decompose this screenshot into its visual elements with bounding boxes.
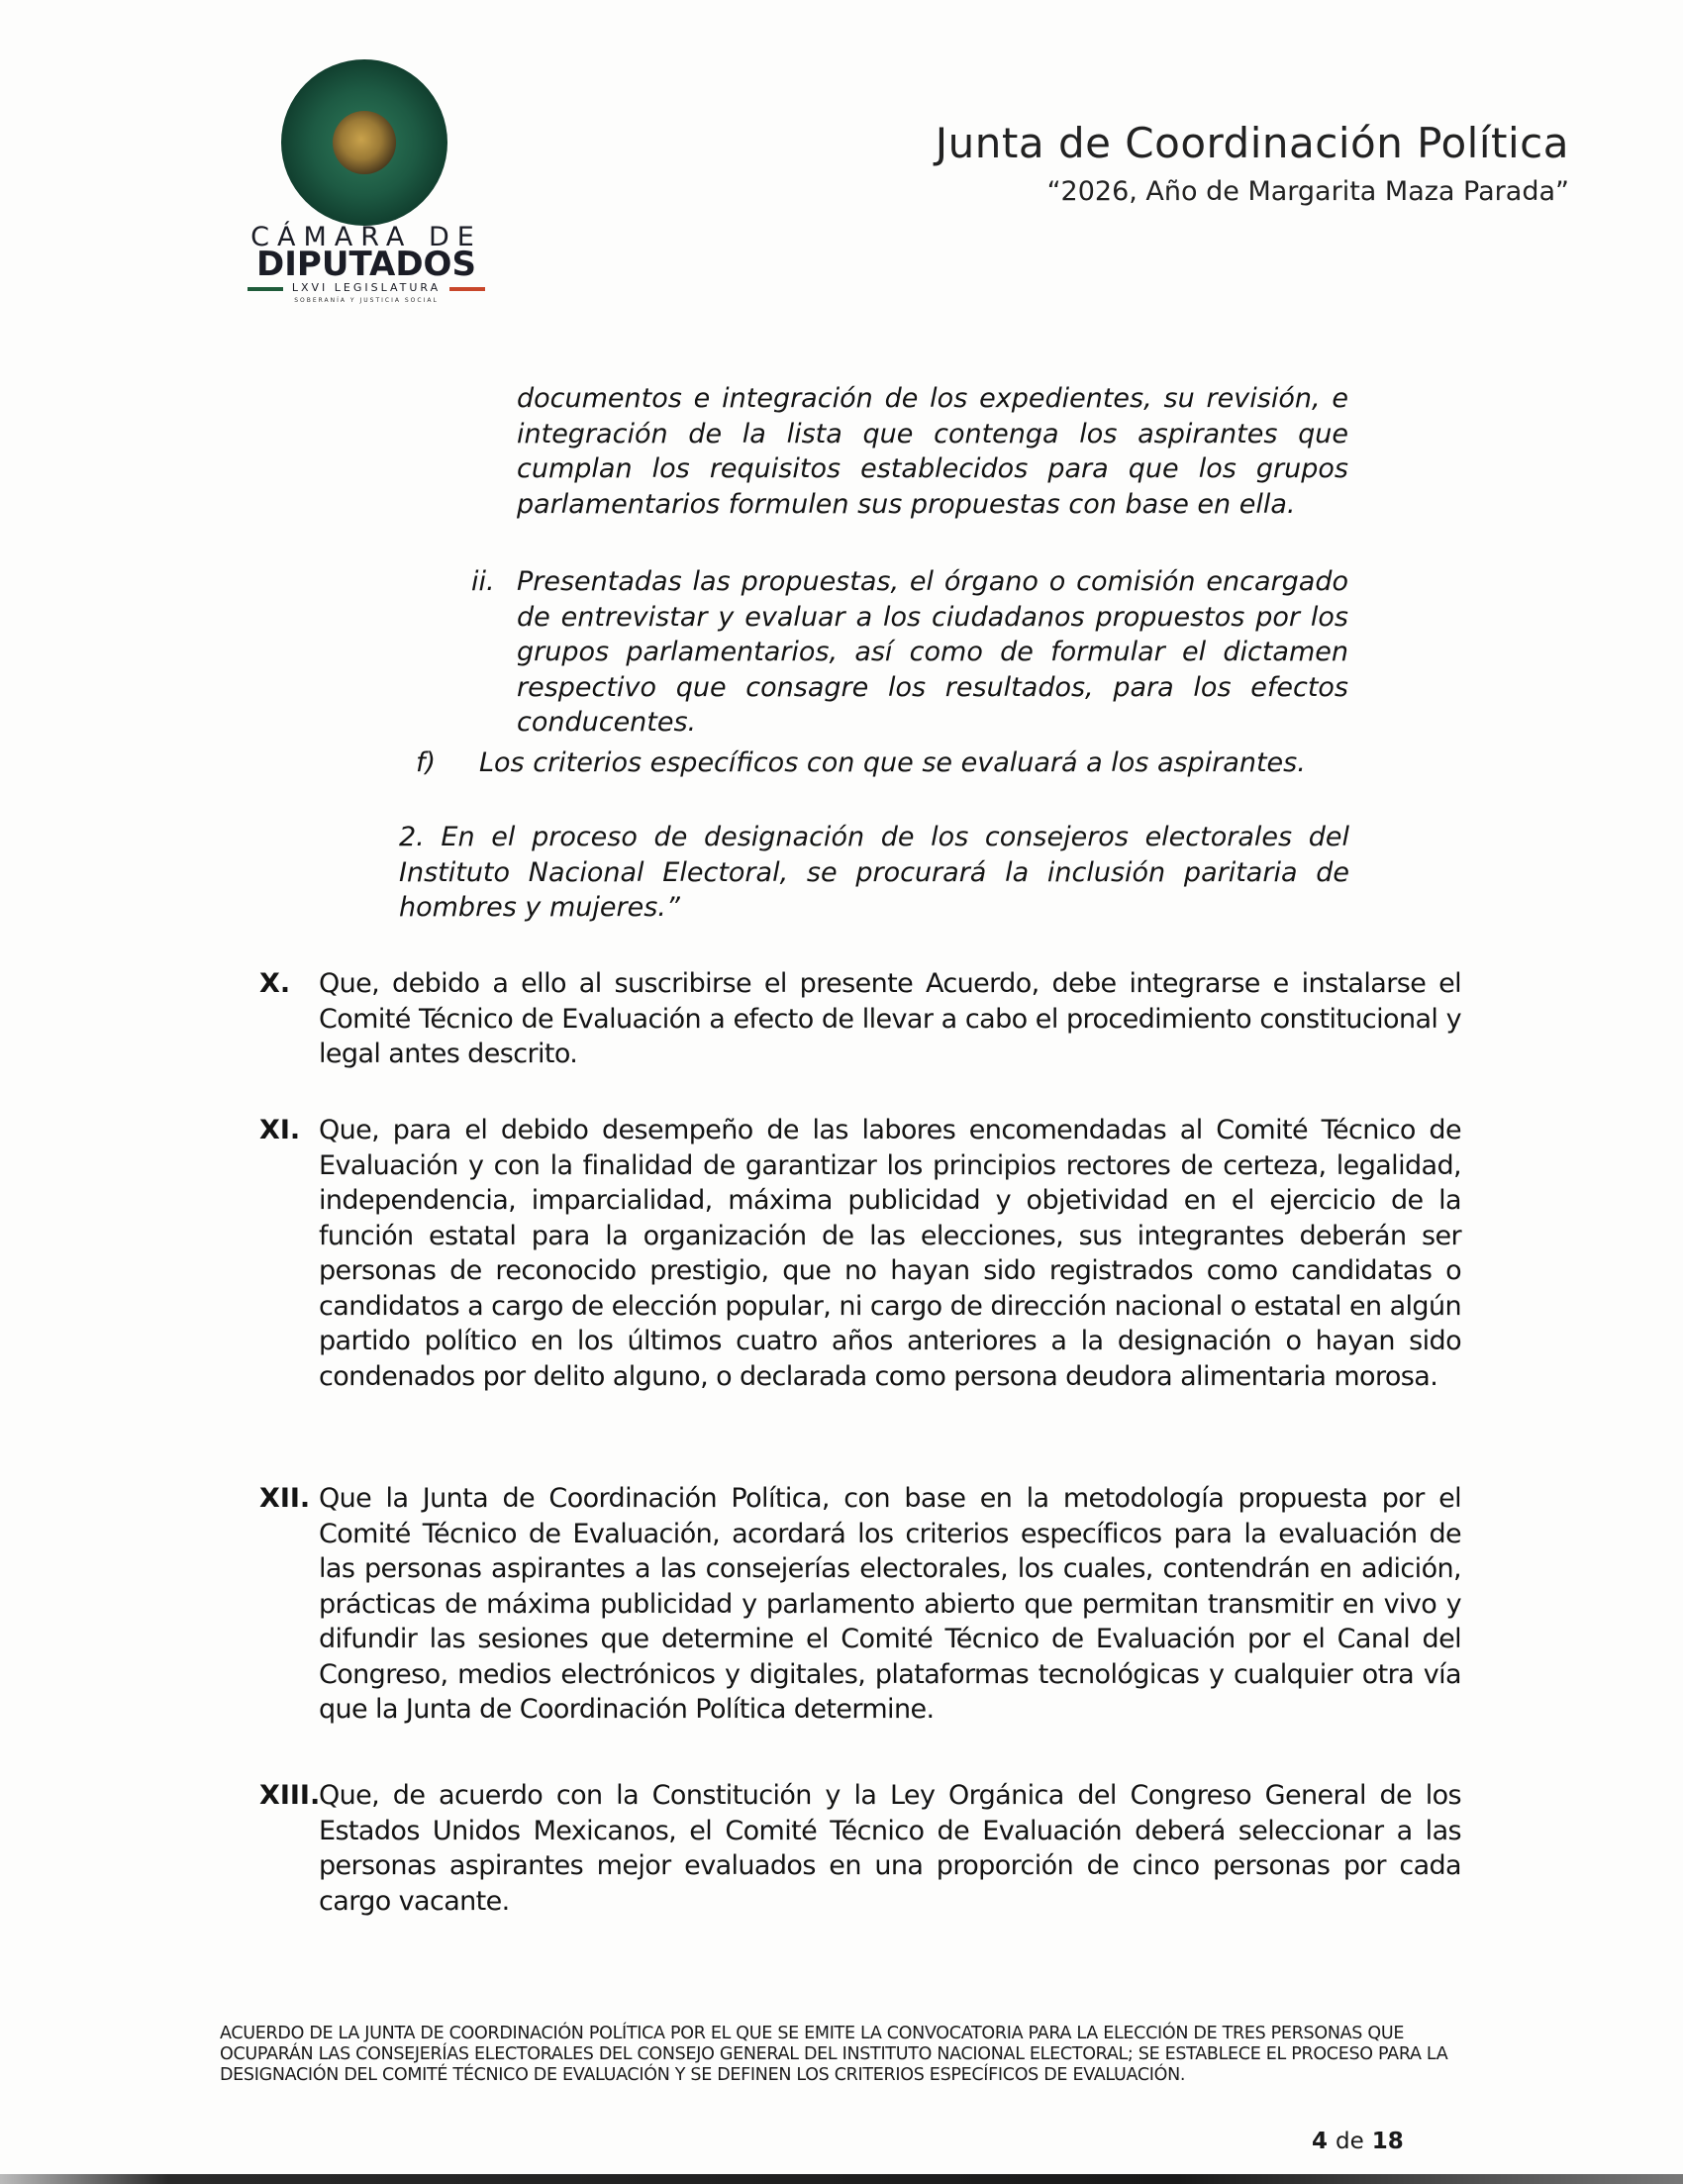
eagle-emblem-icon <box>333 111 396 174</box>
section-text-x: Que, debido a ello al suscribirse el presente Acuerdo, debe integrarse e instalarse el Comité Técnico de Evaluación a efecto de llevar a cabo el procedimiento constitucional y legal antes descrito. <box>319 968 1461 1069</box>
section-number-x: X. <box>259 968 291 999</box>
page-separator: de <box>1336 2129 1364 2154</box>
logo-red-bar <box>449 287 485 291</box>
page-number <box>1312 2129 1404 2154</box>
section-text-xii: Que la Junta de Coordinación Política, con base en la metodología propuesta por el Comité Técnico de Evaluación, acordará los criterios específicos para la evaluación de las personas aspirantes a las consejerías electorales, los cuales, contendrán en adición, prácticas de máxima publicidad y parlamento abierto que permitan transmitir en vivo y difundir las sesiones que determine el Comité Técnico de Evaluación por el Canal del Congreso, medios electrónicos y digitales, plataformas tecnológicas y cualquier otra vía que la Junta de Coordinación Política determine. <box>319 1483 1461 1725</box>
coat-of-arms-seal-icon <box>281 59 447 226</box>
section-number-xi: XI. <box>259 1115 301 1145</box>
header-title: Junta de Coordinación Política <box>935 119 1569 167</box>
scan-edge-bar <box>0 2174 1683 2184</box>
page-total: 18 <box>1371 2129 1404 2154</box>
section-number-xiii: XIII. <box>259 1780 321 1811</box>
list-marker-ii: ii. <box>471 566 495 597</box>
quoted-paragraph-2: 2. En el proceso de designación de los consejeros electorales del Instituto Nacional Electoral, se procurará la inclusión paritaria de hombres y mujeres.” <box>399 822 1349 923</box>
section-text-xi: Que, para el debido desempeño de las labores encomendadas al Comité Técnico de Evaluación y con la finalidad de garantizar los principios rectores de certeza, legalidad, independencia, imparcialidad, máxima publicidad y objetividad en el ejercicio de la función estatal para la organización de las elecciones, sus integrantes deberán ser personas de reconocido prestigio, que no hayan sido registrados como candidatas o candidatos a cargo de elección popular, ni cargo de dirección nacional o estatal en algún partido político en los últimos cuatro años anteriores a la designación o hayan sido condenados por delito alguno, o declarada como persona deudora alimentaria morosa. <box>319 1115 1461 1392</box>
quoted-continuation-paragraph: documentos e integración de los expedientes, su revisión, e integración de la lista que contenga los aspirantes que cumplan los requisitos establecidos para que los grupos parlamentarios formulen sus propuestas con base en ella. <box>517 383 1348 520</box>
logo-motto: SOBERANÍA Y JUSTICIA SOCIAL <box>294 297 439 304</box>
quoted-item-f: Los criterios específicos con que se evaluará a los aspirantes. <box>479 747 1306 778</box>
camara-de-diputados-logo <box>238 59 495 307</box>
section-text-xiii: Que, de acuerdo con la Constitución y la Ley Orgánica del Congreso General de los Estados Unidos Mexicanos, el Comité Técnico de Evaluación deberá seleccionar a las personas aspirantes mejor evaluados en una proporción de cinco personas por cada cargo vacante. <box>319 1780 1461 1917</box>
header-subtitle: “2026, Año de Margarita Maza Parada” <box>1046 176 1569 207</box>
quoted-item-ii: Presentadas las propuestas, el órgano o comisión encargado de entrevistar y evaluar a los ciudadanos propuestos por los grupos parlamentarios, así como de formular el dictamen respectivo que consagre los resultados, para los efectos conducentes. <box>517 566 1348 738</box>
section-number-xii: XII. <box>259 1483 311 1514</box>
logo-diputados: DIPUTADOS <box>256 245 476 284</box>
list-marker-f: f) <box>416 747 437 778</box>
footer-document-title: ACUERDO DE LA JUNTA DE COORDINACIÓN POLÍTICA POR EL QUE SE EMITE LA CONVOCATORIA PARA LA ELECCIÓN DE TRES PERSONAS QUE OCUPARÁN LAS CONSEJERÍAS ELECTORALES DEL CONSEJO GENERAL DEL INSTITUTO NACIONAL ELECTORAL; SE ESTABLECE EL PROCESO PARA LA DESIGNACIÓN DEL COMITÉ TÉCNICO DE EVALUACIÓN Y SE DEFINEN LOS CRITERIOS ESPECÍFICOS DE EVALUACIÓN. <box>220 2024 1448 2085</box>
logo-camara-de: CÁMARA DE <box>250 222 482 252</box>
logo-legislatura: LXVI LEGISLATURA <box>291 281 442 294</box>
page-current: 4 <box>1312 2129 1329 2154</box>
